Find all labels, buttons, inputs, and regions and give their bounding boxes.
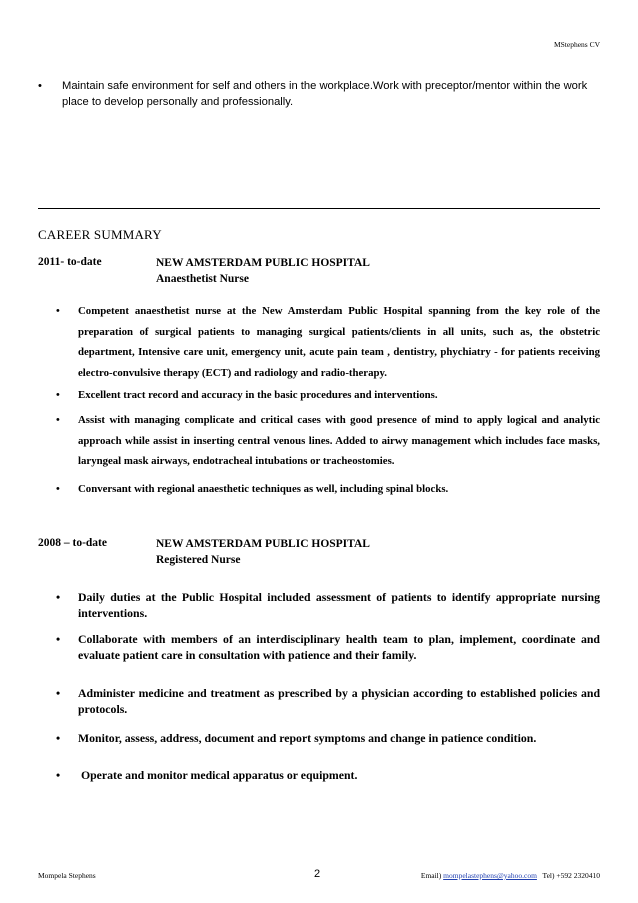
job-1-bullet-text: Assist with managing complicate and critical cases with good presence of mind to apply logical and analytic approach while assist in inserting central venous lines. Added to airwy management which includes face masks, laryngeal mask airways, endotracheal intubations or tracheostomies. — [78, 414, 600, 467]
bullet-icon: • — [56, 483, 60, 495]
job-1-bullet-text: Conversant with regional anaesthetic techniques as well, including spinal blocks. — [78, 483, 449, 495]
job-2-bullet-text: Administer medicine and treatment as prescribed by a physician according to established policies and protocols. — [78, 686, 600, 716]
page-number: 2 — [314, 868, 321, 880]
intro-bullet-text: Maintain safe environment for self and others in the workplace.Work with preceptor/mentor within the work place to develop personally and professionally. — [62, 80, 588, 108]
job-1-role: Anaesthetist Nurse — [156, 273, 249, 285]
job-2-header — [156, 536, 370, 568]
job-2-role: Registered Nurse — [156, 554, 241, 566]
job-1-header — [156, 255, 370, 287]
footer-contact — [421, 871, 600, 880]
job-1-bullet — [56, 479, 600, 500]
bullet-icon: • — [56, 414, 60, 426]
intro-bullet — [38, 78, 600, 110]
email-link[interactable]: mompelastephens@yahoo.com — [443, 871, 537, 880]
job-2-bullet — [56, 631, 600, 663]
bullet-icon: • — [56, 590, 61, 604]
bullet-icon: • — [56, 731, 61, 745]
email-label: Email) — [420, 871, 442, 880]
job-2-bullet — [56, 767, 600, 783]
bullet-icon: • — [56, 389, 60, 401]
job-2-employer: NEW AMSTERDAM PUBLIC HOSPITAL — [156, 538, 370, 550]
job-2-dates: 2008 – to-date — [38, 537, 107, 549]
job-2-bullet-text: Monitor, assess, address, document and report symptoms and change in patience condition. — [78, 731, 537, 745]
job-1-bullet — [56, 385, 600, 406]
job-1-employer: NEW AMSTERDAM PUBLIC HOSPITAL — [156, 257, 370, 269]
job-1-bullet — [56, 301, 600, 383]
tel-text: Tel) +592 2320410 — [542, 871, 600, 880]
bullet-icon: • — [56, 768, 61, 782]
section-title: CAREER SUMMARY — [38, 227, 162, 242]
header-doc-label: MStephens CV — [553, 40, 600, 49]
job-2-bullet-text: Daily duties at the Public Hospital included assessment of patients to identify appropriate nursing interventions. — [78, 590, 600, 620]
job-2-bullet-text: Collaborate with members of an interdisciplinary health team to plan, implement, coordinate and evaluate patient care in consultation with patience and their family. — [78, 632, 600, 662]
job-2-bullet — [56, 685, 600, 717]
job-2-bullet-text: Operate and monitor medical apparatus or equipment. — [78, 768, 358, 782]
section-divider — [38, 208, 600, 209]
bullet-icon: • — [38, 80, 42, 92]
bullet-icon: • — [56, 632, 61, 646]
footer-name: Mompela Stephens — [38, 871, 96, 880]
job-1-dates: 2011- to-date — [38, 256, 102, 268]
job-2-bullet — [56, 730, 600, 746]
job-2-bullet — [56, 589, 600, 621]
bullet-icon: • — [56, 686, 61, 700]
job-1-bullet-text: Excellent tract record and accuracy in the basic procedures and interventions. — [78, 389, 438, 401]
bullet-icon: • — [56, 305, 60, 317]
job-1-bullet — [56, 410, 600, 472]
job-1-bullet-text: Competent anaesthetist nurse at the New Amsterdam Public Hospital spanning from the key role of the preparation of surgical patients to managing surgical patients/clients in all units, such as, the obstetric department, Intensive care unit, emergency unit, acute pain team , dentistry, phychiatry - for patients receiving electro-convulsive therapy (ECT) and radiology and radio-therapy. — [78, 305, 600, 379]
